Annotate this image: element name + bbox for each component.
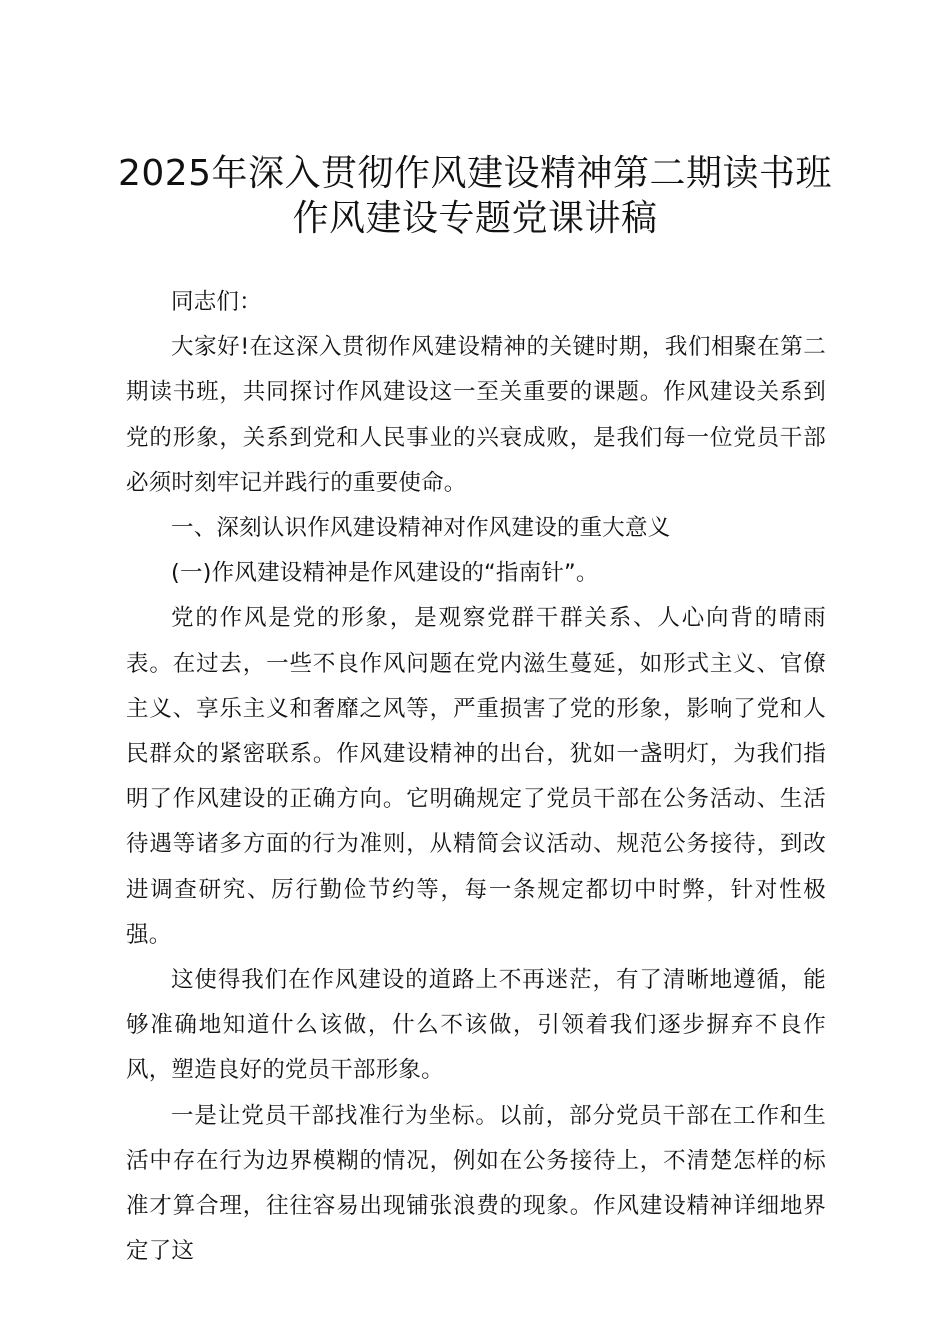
document-title-line-2: 作风建设专题党课讲稿 — [292, 198, 658, 239]
paragraph-opening: 大家好!在这深入贯彻作风建设精神的关键时期，我们相聚在第二期读书班，共同探讨作风建设这一至关重要的课题。作风建设关系到党的形象，关系到党和人民事业的兴衰成败，是我们每一位党员干部必须时刻牢记并践行的重要使命。 — [126, 334, 826, 496]
document-title-line-1: 2025年深入贯彻作风建设精神第二期读书班 — [117, 153, 833, 194]
paragraph-body-1: 党的作风是党的形象，是观察党群干群关系、人心向背的晴雨表。在过去，一些不良作风问题在党内滋生蔓延，如形式主义、官僚主义、享乐主义和奢靡之风等，严重损害了党的形象，影响了党和人民群众的紧密联系。作风建设精神的出台，犹如一盏明灯，为我们指明了作风建设的正确方向。它明确规定了党员干部在公务活动、生活待遇等诸多方面的行为准则，从精简会议活动、规范公务接待，到改进调查研究、厉行勤俭节约等，每一条规定都切中时弊，针对性极强。 — [126, 605, 826, 948]
salutation: 同志们： — [171, 289, 262, 315]
section-heading-1: 一、深刻认识作风建设精神对作风建设的重大意义 — [171, 515, 671, 542]
paragraph-body-3: 一是让党员干部找准行为坐标。以前，部分党员干部在工作和生活中存在行为边界模糊的情况，例如在公务接待上，不清楚怎样的标准才算合理，往往容易出现铺张浪费的现象。作风建设精神详细地界定了这 — [126, 1102, 826, 1265]
document-body — [126, 280, 826, 1274]
subsection-heading-1: (一)作风建设精神是作风建设的“指南针”。 — [171, 560, 599, 587]
paragraph-body-2: 这使得我们在作风建设的道路上不再迷茫，有了清晰地遵循，能够准确地知道什么该做，什么不该做，引领着我们逐步摒弃不良作风，塑造良好的党员干部形象。 — [126, 967, 826, 1084]
